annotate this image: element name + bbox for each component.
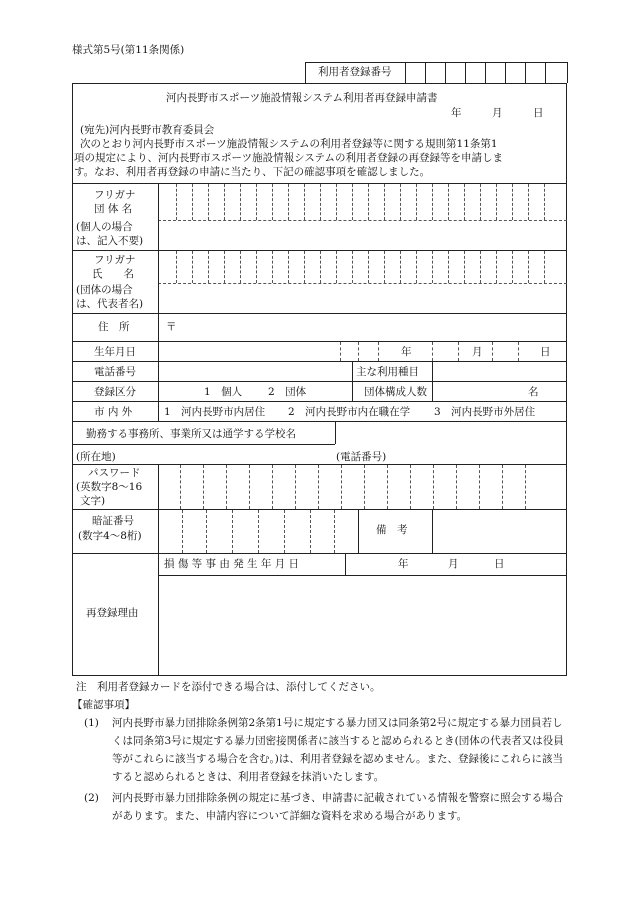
birth-year: 年 bbox=[401, 346, 412, 358]
form-number: 様式第5号(第11条関係) bbox=[72, 44, 185, 56]
attachment-note: 注 利用者登録カードを添付できる場合は、添付してください。 bbox=[76, 681, 381, 693]
intro-line-1: 次のとおり河内長野市スポーツ施設情報システムの利用者登録等に関する規則第11条第1 bbox=[80, 138, 498, 150]
registration-type-label: 登録区分 bbox=[94, 386, 136, 398]
group-name-note-2: は、記入不要) bbox=[76, 235, 144, 247]
members-label: 団体構成人数 bbox=[364, 386, 427, 398]
postal-mark: 〒 bbox=[166, 321, 177, 333]
password-label: パスワード bbox=[88, 467, 141, 479]
pin-note: (数字4～8桁) bbox=[78, 530, 142, 542]
application-date-year: 年 bbox=[451, 107, 462, 119]
damage-day: 日 bbox=[494, 558, 505, 570]
birth-date-label: 生年月日 bbox=[94, 346, 136, 358]
group-furigana-label: フリガナ bbox=[94, 189, 136, 201]
group-name-note-1: (個人の場合 bbox=[76, 221, 133, 233]
intro-line-2: 項の規定により、河内長野市スポーツ施設情報システムの利用者登録の再登録等を申請しま bbox=[74, 152, 504, 164]
birth-day: 日 bbox=[540, 346, 551, 358]
registration-number-label: 利用者登録番号 bbox=[318, 66, 392, 78]
intro-line-3: す。なお、利用者再登録の申請に当たり、下記の確認事項を確認しました。 bbox=[74, 166, 431, 178]
workplace-label: 勤務する事務所、事業所又は通学する学校名 bbox=[86, 428, 296, 440]
confirmation-items bbox=[70, 714, 565, 825]
confirmation-heading: 【確認事項】 bbox=[72, 699, 135, 711]
registration-type-group: 2 団体 bbox=[268, 386, 307, 398]
pin-label: 暗証番号 bbox=[92, 515, 134, 527]
damage-date-label: 損 傷 等 事 由 発 生 年 月 日 bbox=[164, 558, 300, 570]
city-label: 市 内 外 bbox=[94, 406, 133, 418]
phone-label: 電話番号 bbox=[94, 366, 136, 378]
work-phone-label: (電話番号) bbox=[336, 451, 387, 463]
members-unit: 名 bbox=[528, 386, 539, 398]
name-label: 氏 名 bbox=[92, 268, 134, 280]
name-furigana-label: フリガナ bbox=[94, 254, 136, 266]
password-note-1: (英数字8～16 bbox=[76, 481, 143, 493]
confirmation-item-1 bbox=[70, 714, 565, 786]
main-use-label: 主な利用種目 bbox=[356, 366, 419, 378]
addressee: (宛先)河内長野市教育委員会 bbox=[80, 124, 215, 136]
confirmation-item-2-text: 河内長野市暴力団排除条例の規定に基づき、申請書に記載されている情報を警察に照会する場合があります。また、申請内容について詳細な資料を求める場合があります。 bbox=[112, 792, 564, 822]
city-option-resident: 1 河内長野市内居住 bbox=[164, 406, 266, 418]
password-note-2: 文字) bbox=[80, 495, 106, 507]
confirmation-item-2 bbox=[70, 789, 565, 825]
city-option-outside: 3 河内長野市外居住 bbox=[434, 406, 536, 418]
name-note-2: は、代表者名) bbox=[76, 298, 144, 310]
city-option-work-study: 2 河内長野市内在職在学 bbox=[288, 406, 411, 418]
registration-type-individual: 1 個人 bbox=[204, 386, 243, 398]
location-label: (所在地) bbox=[76, 451, 116, 463]
group-name-label: 団 体 名 bbox=[94, 203, 133, 215]
confirmation-item-2-number: (2) bbox=[84, 792, 99, 804]
damage-month: 月 bbox=[448, 558, 459, 570]
damage-year: 年 bbox=[398, 558, 409, 570]
name-note-1: (団体の場合 bbox=[76, 284, 133, 296]
application-date-day: 日 bbox=[533, 107, 544, 119]
form-title: 河内長野市スポーツ施設情報システム利用者再登録申請書 bbox=[166, 92, 438, 104]
reregistration-reason-label: 再登録理由 bbox=[86, 607, 139, 619]
remarks-label: 備 考 bbox=[376, 524, 408, 536]
confirmation-item-1-text: 河内長野市暴力団排除条例第2条第1号に規定する暴力団又は同条第2号に規定する暴力団員若しくは同条第3号に規定する暴力団密接関係者に該当すると認められるとき(団体の代表者又は役員等がこれらに該当する場合を含む。)は、利用者登録を認めません。また、登録後にこれらに該当すると認められるときは、利用者登録を抹消いたします。 bbox=[112, 717, 564, 783]
application-date-month: 月 bbox=[492, 107, 503, 119]
birth-month: 月 bbox=[472, 346, 483, 358]
confirmation-item-1-number: (1) bbox=[84, 717, 99, 729]
address-label: 住 所 bbox=[98, 321, 130, 333]
